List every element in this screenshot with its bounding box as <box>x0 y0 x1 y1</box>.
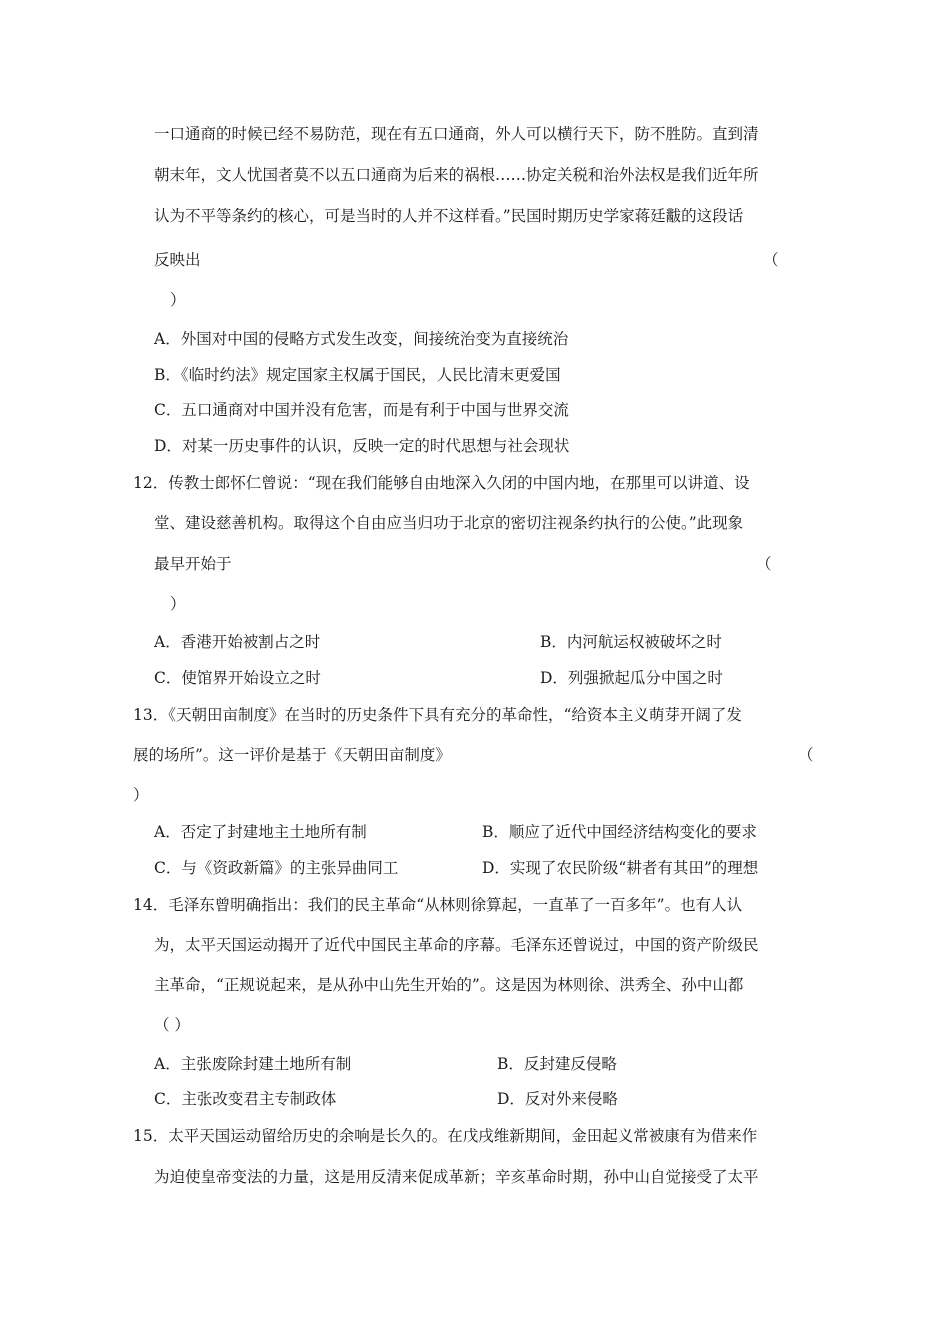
q14-option-d: D．反对外来侵略 <box>497 1090 618 1108</box>
q14-stem-line-2: 为，太平天国运动揭开了近代中国民主革命的序幕。毛泽东还曾说过，中国的资产阶级民 <box>154 936 759 954</box>
q15-stem-line-1: 15．太平天国运动留给历史的余响是长久的。在戊戌维新期间，金田起义常被康有为借来作 <box>133 1127 758 1145</box>
q13-option-d: D．实现了农民阶级“耕者有其田”的理想 <box>482 859 759 877</box>
q13-stem-line-1: 13．《天朝田亩制度》在当时的历史条件下具有充分的革命性，“给资本主义萌芽开阔了发 <box>133 706 742 724</box>
q12-stem-line-3: 最早开始于 <box>154 555 232 573</box>
q12-option-d: D．列强掀起瓜分中国之时 <box>540 669 723 687</box>
q14-option-a: A．主张废除封建土地所有制 <box>154 1055 352 1073</box>
q15-stem-line-2: 为迫使皇帝变法的力量，这是用反清来促成革新；辛亥革命时期，孙中山自觉接受了太平 <box>154 1168 759 1186</box>
q13-answer-paren-close: ） <box>133 786 149 804</box>
q12-answer-paren-open: （ <box>756 555 772 573</box>
q12-stem-line-2: 堂、建设慈善机构。取得这个自由应当归功于北京的密切注视条约执行的公使。”此现象 <box>154 514 744 532</box>
q11-stem-line-4: 反映出 <box>154 251 201 269</box>
q13-option-c: C．与《资政新篇》的主张异曲同工 <box>154 859 399 877</box>
q14-answer-parens: （ ） <box>154 1016 190 1034</box>
q13-stem-line-2: 展的场所”。这一评价是基于《天朝田亩制度》 <box>133 746 451 764</box>
q11-answer-paren-close: ） <box>170 291 186 309</box>
q11-stem-line-3: 认为不平等条约的核心，可是当时的人并不这样看。”民国时期历史学家蒋廷黻的这段话 <box>154 207 744 225</box>
q14-stem-line-3: 主革命，“正规说起来，是从孙中山先生开始的”。这是因为林则徐、洪秀全、孙中山都 <box>154 976 744 994</box>
q11-answer-paren-open: （ <box>763 251 779 269</box>
q12-option-a: A．香港开始被割占之时 <box>154 633 321 651</box>
q12-option-c: C．使馆界开始设立之时 <box>154 669 321 687</box>
q12-answer-paren-close: ） <box>170 595 186 613</box>
q14-stem-line-1: 14．毛泽东曾明确指出：我们的民主革命“从林则徐算起，一直革了一百多年”。也有人认 <box>133 896 743 914</box>
q11-stem-line-2: 朝末年，文人忧国者莫不以五口通商为后来的祸根……协定关税和治外法权是我们近年所 <box>154 166 759 184</box>
q11-option-a: A．外国对中国的侵略方式发生改变，间接统治变为直接统治 <box>154 330 569 348</box>
q11-stem-line-1: 一口通商的时候已经不易防范，现在有五口通商，外人可以横行天下，防不胜防。直到清 <box>154 125 759 143</box>
q14-option-c: C．主张改变君主专制政体 <box>154 1090 337 1108</box>
q11-option-c: C．五口通商对中国并没有危害，而是有利于中国与世界交流 <box>154 401 569 419</box>
q12-option-b: B．内河航运权被破坏之时 <box>540 633 722 651</box>
q13-option-b: B．顺应了近代中国经济结构变化的要求 <box>482 823 757 841</box>
q11-option-d: D．对某一历史事件的认识，反映一定的时代思想与社会现状 <box>154 437 570 455</box>
q14-option-b: B．反封建反侵略 <box>497 1055 617 1073</box>
q13-answer-paren-open: （ <box>798 746 814 764</box>
q11-option-b: B．《临时约法》规定国家主权属于国民，人民比清末更爱国 <box>154 366 561 384</box>
q13-option-a: A．否定了封建地主土地所有制 <box>154 823 367 841</box>
q12-stem-line-1: 12．传教士郎怀仁曾说：“现在我们能够自由地深入久闭的中国内地，在那里可以讲道、设 <box>133 474 750 492</box>
